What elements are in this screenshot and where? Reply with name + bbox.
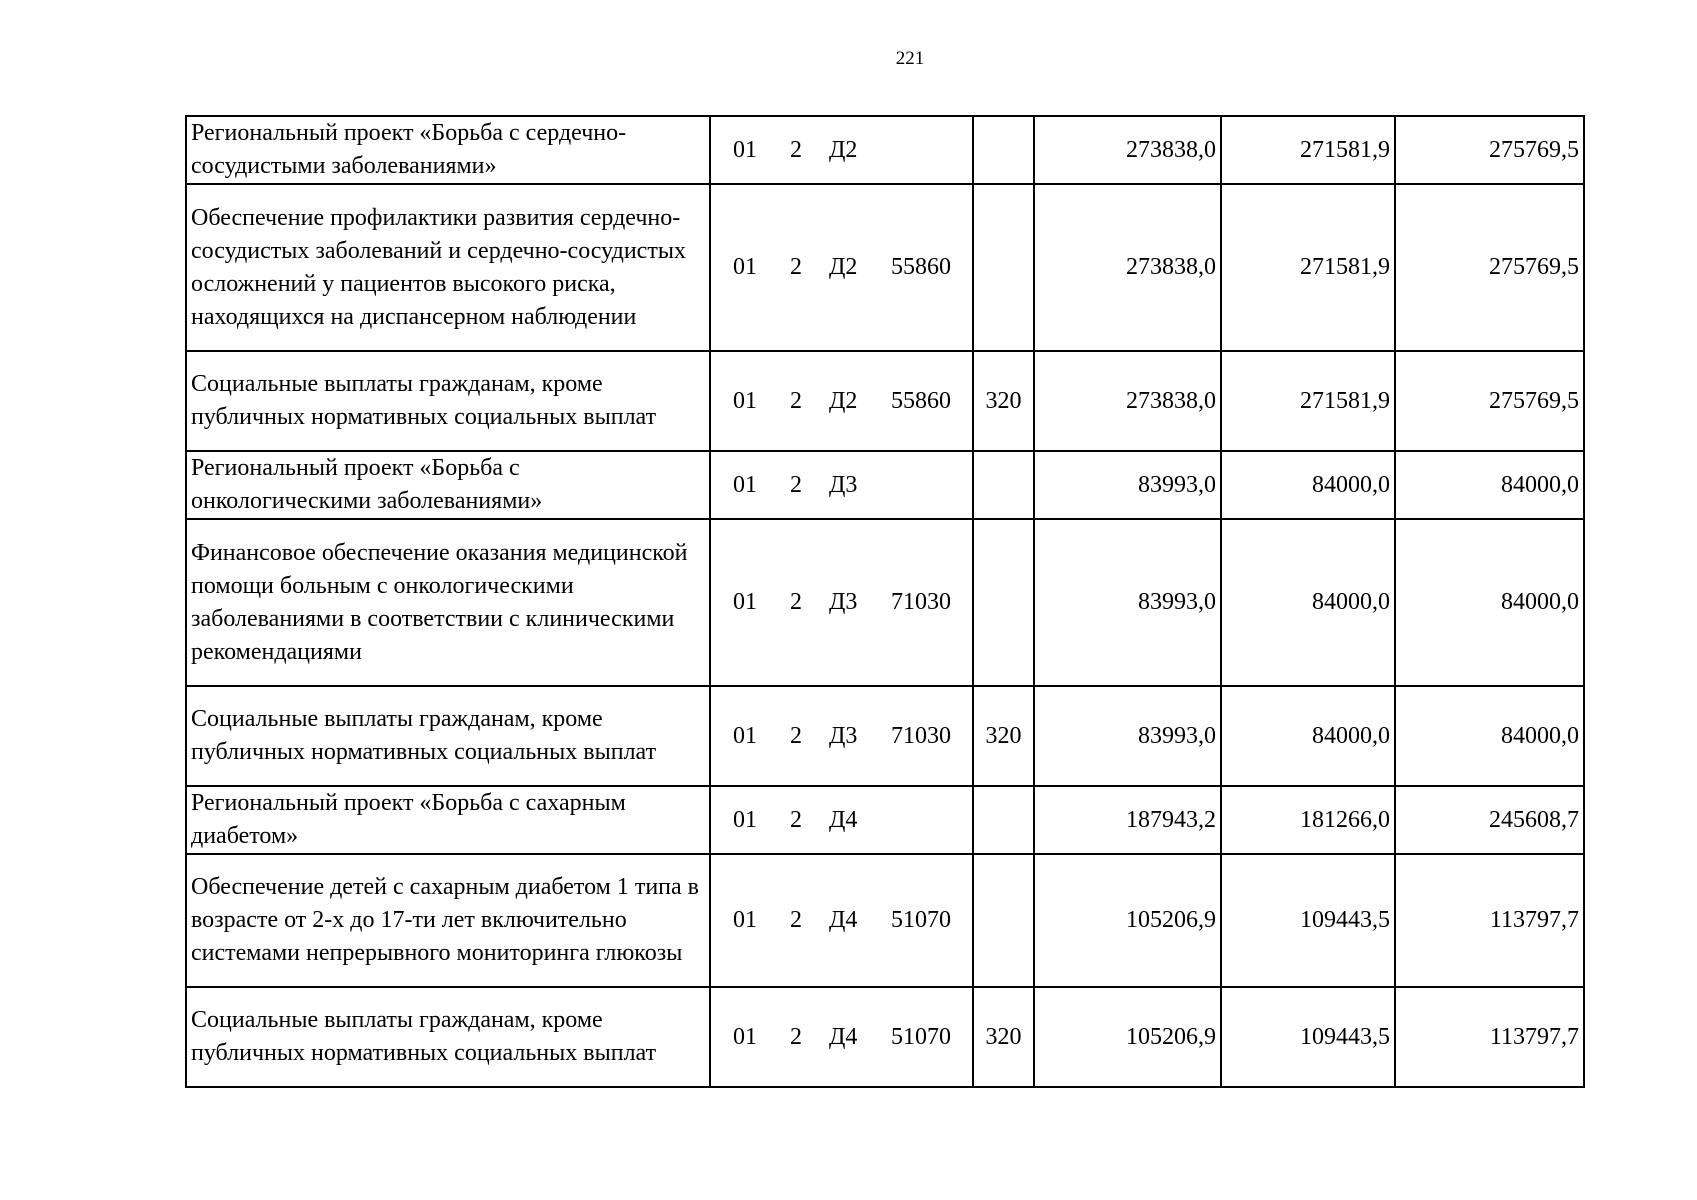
table-row — [186, 351, 1584, 451]
amount-year-3: 113797,7 — [1395, 987, 1584, 1087]
code-section: 01 — [733, 254, 757, 280]
table-row — [186, 987, 1584, 1087]
code-project: Д3 — [829, 471, 858, 498]
code-direction: 55860 — [891, 254, 951, 280]
amount-year-3: 275769,5 — [1395, 351, 1584, 451]
code-program: 2 — [790, 136, 802, 163]
amount-year-1: 187943,2 — [1034, 786, 1221, 854]
table-row — [186, 519, 1584, 686]
row-codes — [710, 116, 973, 184]
row-name: Социальные выплаты гражданам, кроме публичных нормативных социальных выплат — [186, 987, 710, 1087]
amount-year-3: 84000,0 — [1395, 519, 1584, 686]
amount-year-3: 84000,0 — [1395, 686, 1584, 786]
code-program: 2 — [790, 1023, 802, 1050]
code-section: 01 — [733, 387, 757, 414]
code-project: Д2 — [829, 387, 858, 414]
code-section: 01 — [733, 907, 757, 933]
code-program: 2 — [790, 907, 802, 933]
row-name: Региональный проект «Борьба с сахарным диабетом» — [186, 786, 710, 854]
code-project: Д4 — [829, 1023, 858, 1050]
code-section: 01 — [733, 806, 757, 833]
row-codes — [710, 786, 973, 854]
amount-year-3: 245608,7 — [1395, 786, 1584, 854]
amount-year-2: 271581,9 — [1221, 184, 1395, 351]
amount-year-1: 83993,0 — [1034, 451, 1221, 519]
amount-year-2: 109443,5 — [1221, 987, 1395, 1087]
code-program: 2 — [790, 471, 802, 498]
amount-year-3: 275769,5 — [1395, 116, 1584, 184]
amount-year-1: 83993,0 — [1034, 519, 1221, 686]
expense-type-code: 320 — [973, 686, 1034, 786]
row-name: Финансовое обеспечение оказания медицинской помощи больным с онкологическими заболеваниями в соответствии с клиническими рекомендациями — [186, 519, 710, 686]
table-row — [186, 686, 1584, 786]
table-row — [186, 451, 1584, 519]
code-project: Д2 — [829, 136, 858, 163]
expense-type-code — [973, 184, 1034, 351]
row-codes — [710, 686, 973, 786]
amount-year-1: 273838,0 — [1034, 351, 1221, 451]
amount-year-3: 84000,0 — [1395, 451, 1584, 519]
amount-year-3: 275769,5 — [1395, 184, 1584, 351]
code-project: Д3 — [829, 722, 858, 749]
amount-year-2: 181266,0 — [1221, 786, 1395, 854]
row-codes — [710, 854, 973, 987]
code-section: 01 — [733, 471, 757, 498]
code-section: 01 — [733, 136, 757, 163]
code-section: 01 — [733, 589, 757, 615]
table-row — [186, 854, 1584, 987]
amount-year-2: 84000,0 — [1221, 519, 1395, 686]
amount-year-2: 271581,9 — [1221, 116, 1395, 184]
amount-year-3: 113797,7 — [1395, 854, 1584, 987]
expense-type-code: 320 — [973, 351, 1034, 451]
code-program: 2 — [790, 722, 802, 749]
amount-year-2: 84000,0 — [1221, 686, 1395, 786]
code-direction: 71030 — [891, 722, 951, 749]
expense-type-code: 320 — [973, 987, 1034, 1087]
code-program: 2 — [790, 254, 802, 280]
expense-type-code — [973, 786, 1034, 854]
row-codes — [710, 987, 973, 1087]
code-section: 01 — [733, 1023, 757, 1050]
row-name: Социальные выплаты гражданам, кроме публичных нормативных социальных выплат — [186, 351, 710, 451]
amount-year-1: 105206,9 — [1034, 854, 1221, 987]
amount-year-2: 84000,0 — [1221, 451, 1395, 519]
table-row — [186, 786, 1584, 854]
code-project: Д3 — [829, 589, 858, 615]
code-program: 2 — [790, 387, 802, 414]
code-section: 01 — [733, 722, 757, 749]
amount-year-2: 271581,9 — [1221, 351, 1395, 451]
row-name: Обеспечение профилактики развития сердечно-сосудистых заболеваний и сердечно-сосудистых осложнений у пациентов высокого риска, находящихся на диспансерном наблюдении — [186, 184, 710, 351]
row-name: Региональный проект «Борьба с сердечно-сосудистыми заболеваниями» — [186, 116, 710, 184]
code-direction: 71030 — [891, 589, 951, 615]
row-codes — [710, 451, 973, 519]
amount-year-2: 109443,5 — [1221, 854, 1395, 987]
page-number: 221 — [895, 48, 925, 69]
code-direction: 51070 — [891, 1023, 951, 1050]
amount-year-1: 273838,0 — [1034, 116, 1221, 184]
row-codes — [710, 184, 973, 351]
amount-year-1: 273838,0 — [1034, 184, 1221, 351]
row-name: Обеспечение детей с сахарным диабетом 1 типа в возрасте от 2-х до 17-ти лет включительно системами непрерывного мониторинга глюкозы — [186, 854, 710, 987]
amount-year-1: 105206,9 — [1034, 987, 1221, 1087]
row-codes — [710, 351, 973, 451]
code-program: 2 — [790, 806, 802, 833]
expense-type-code — [973, 116, 1034, 184]
table-row — [186, 184, 1584, 351]
row-codes — [710, 519, 973, 686]
budget-table — [185, 115, 1585, 1088]
code-direction: 55860 — [891, 387, 951, 414]
expense-type-code — [973, 451, 1034, 519]
code-project: Д2 — [829, 254, 858, 280]
table-row — [186, 116, 1584, 184]
expense-type-code — [973, 519, 1034, 686]
code-direction: 51070 — [891, 907, 951, 933]
code-project: Д4 — [829, 907, 858, 933]
amount-year-1: 83993,0 — [1034, 686, 1221, 786]
row-name: Региональный проект «Борьба с онкологическими заболеваниями» — [186, 451, 710, 519]
code-project: Д4 — [829, 806, 858, 833]
code-program: 2 — [790, 589, 802, 615]
expense-type-code — [973, 854, 1034, 987]
row-name: Социальные выплаты гражданам, кроме публичных нормативных социальных выплат — [186, 686, 710, 786]
